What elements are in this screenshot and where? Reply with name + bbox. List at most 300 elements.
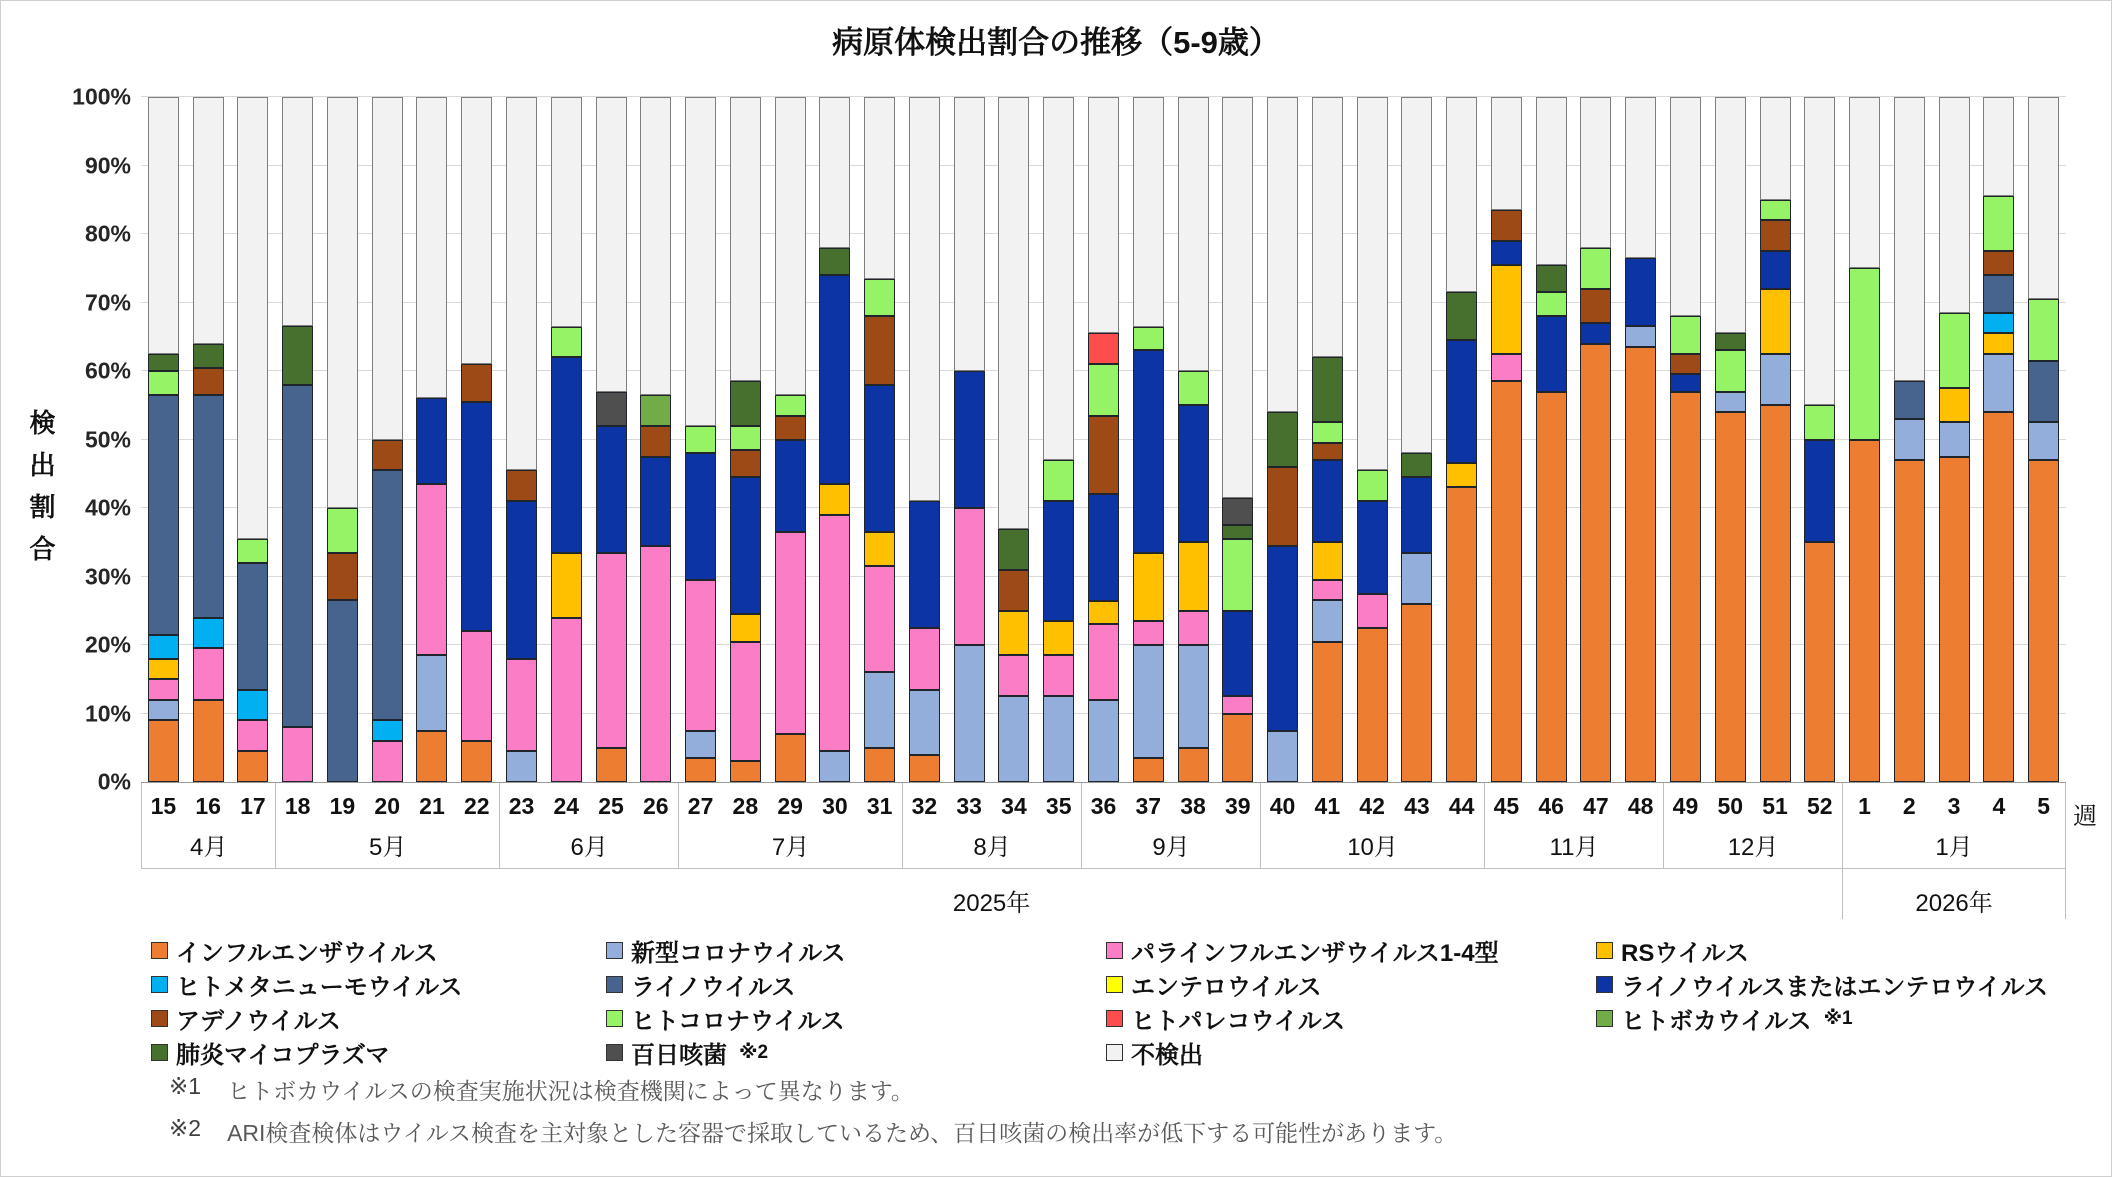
bar-slot-week-42: [1350, 97, 1395, 782]
legend-swatch-pert: [606, 1044, 623, 1061]
bar-week-26: [640, 97, 671, 782]
bar-slot-week-43: [1394, 97, 1439, 782]
y-tick-20: 20%: [84, 631, 131, 658]
bar-slot-week-1: [1842, 97, 1887, 782]
legend-label-flu: インフルエンザウイルス: [176, 939, 438, 967]
legend-item-rhino_entero: [1596, 967, 2076, 1002]
month-label: 6月: [570, 834, 608, 861]
segment-rhino_entero: [640, 457, 671, 546]
legend-item-myco: [151, 1035, 606, 1070]
legend-label-hcov: ヒトコロナウイルス: [631, 1007, 845, 1035]
segment-para: [461, 631, 492, 741]
legend-label-adeno: アデノウイルス: [176, 1007, 341, 1035]
bar-week-25: [596, 97, 627, 782]
bar-week-30: [819, 97, 850, 782]
segment-flu: [1715, 412, 1746, 782]
segment-rhino_entero: [1357, 501, 1388, 593]
segment-flu: [1222, 714, 1253, 783]
week-label-43: 43: [1404, 793, 1430, 819]
legend-swatch-entero: [1106, 976, 1123, 993]
segment-none: [372, 97, 403, 440]
bar-week-32: [909, 97, 940, 782]
segment-none: [954, 97, 985, 371]
segment-rs: [1491, 265, 1522, 354]
segment-para: [1491, 354, 1522, 381]
bar-slot-week-4: [1976, 97, 2021, 782]
y-tick-60: 60%: [84, 357, 131, 384]
segment-rs: [998, 611, 1029, 656]
segment-none: [193, 97, 224, 344]
segment-flu: [1312, 642, 1343, 782]
week-label-38: 38: [1180, 793, 1206, 819]
segment-hcov: [551, 327, 582, 358]
bar-slot-week-19: [320, 97, 365, 782]
bar-week-44: [1446, 97, 1477, 782]
segment-cov: [1133, 645, 1164, 758]
legend-swatch-flu: [151, 942, 168, 959]
segment-para: [416, 484, 447, 655]
segment-hcov: [685, 426, 716, 453]
bar-slot-week-31: [857, 97, 902, 782]
segment-flu: [1536, 392, 1567, 782]
segment-hcov: [1178, 371, 1209, 405]
bar-slot-week-17: [231, 97, 276, 782]
segment-flu: [1804, 542, 1835, 782]
segment-hcov: [1715, 350, 1746, 391]
segment-para: [775, 532, 806, 734]
segment-none: [1670, 97, 1701, 316]
bar-slot-week-15: [141, 97, 186, 782]
segment-adeno: [1670, 354, 1701, 375]
legend-label-rhino: ライノウイルス: [631, 973, 796, 1001]
bar-week-3: [1939, 97, 1970, 782]
bar-week-27: [685, 97, 716, 782]
segment-hcov: [1849, 268, 1880, 439]
segment-boca: [640, 395, 671, 426]
segment-para: [372, 741, 403, 782]
legend-item-entero: [1106, 967, 1596, 1002]
segment-rhino: [327, 600, 358, 782]
segment-none: [1043, 97, 1074, 460]
y-tick-0: 0%: [97, 768, 131, 795]
segment-cov: [1715, 392, 1746, 413]
segment-none: [1312, 97, 1343, 357]
bar-week-48: [1625, 97, 1656, 782]
segment-none: [148, 97, 179, 354]
week-label-5: 5: [2037, 793, 2050, 819]
week-label-17: 17: [240, 793, 266, 819]
legend-note-pert: ※2: [739, 1041, 769, 1063]
bar-slot-week-18: [275, 97, 320, 782]
bar-week-22: [461, 97, 492, 782]
segment-rs: [1446, 463, 1477, 487]
legend-row-1: [151, 933, 2081, 967]
y-tick-70: 70%: [84, 289, 131, 315]
bar-week-29: [775, 97, 806, 782]
legend-swatch-hcov: [606, 1010, 623, 1027]
legend: [151, 933, 2081, 1069]
footnotes: [169, 1073, 1457, 1157]
segment-rhino: [282, 385, 313, 728]
segment-rs: [730, 614, 761, 641]
segment-hcov: [148, 371, 179, 395]
segment-hcov: [1536, 292, 1567, 316]
segment-para: [730, 642, 761, 762]
week-label-52: 52: [1806, 793, 1833, 819]
segment-cov: [2028, 422, 2059, 460]
segment-rhino_entero: [819, 275, 850, 484]
segment-none: [1178, 97, 1209, 371]
footnote-text: ARI検査検体はウイルス検査を主対象とした容器で採取しているため、百日咳菌の検出率が低下する可能性があります。: [227, 1120, 1458, 1146]
legend-item-cov: [606, 933, 1106, 968]
segment-flu: [1849, 440, 1880, 783]
week-unit-label: 週: [2073, 803, 2097, 830]
segment-rs: [148, 659, 179, 680]
segment-myco: [819, 248, 850, 275]
bar-week-52: [1804, 97, 1835, 782]
month-label: 7月: [771, 834, 810, 861]
y-tick-50: 50%: [84, 426, 131, 452]
legend-row-3: [151, 1001, 2081, 1035]
bar-week-37: [1133, 97, 1164, 782]
segment-rhino_entero: [1267, 546, 1298, 731]
segment-para: [148, 679, 179, 700]
bar-week-43: [1401, 97, 1432, 782]
segment-rhino_entero: [1491, 241, 1522, 265]
bar-slot-week-45: [1484, 97, 1529, 782]
segment-none: [2028, 97, 2059, 299]
week-label-34: 34: [1001, 793, 1027, 819]
segment-flu: [1357, 628, 1388, 782]
segment-rs: [1133, 553, 1164, 622]
legend-swatch-para: [1106, 942, 1123, 959]
legend-item-pareco: [1106, 1001, 1596, 1036]
segment-adeno: [193, 368, 224, 395]
week-label-40: 40: [1269, 793, 1296, 819]
bar-week-19: [327, 97, 358, 782]
segment-adeno: [1088, 416, 1119, 495]
segment-adeno: [1983, 251, 2014, 275]
segment-flu: [237, 751, 268, 782]
segment-rhino: [1983, 275, 2014, 313]
bar-slot-week-16: [186, 97, 231, 782]
segment-cov: [506, 751, 537, 782]
segment-cov: [1939, 422, 1970, 456]
bar-week-40: [1267, 97, 1298, 782]
segment-hcov: [1670, 316, 1701, 354]
bar-slot-week-50: [1708, 97, 1753, 782]
legend-item-rs: [1596, 933, 2076, 968]
bar-slot-week-32: [902, 97, 947, 782]
segment-cov: [1625, 326, 1656, 347]
footnote-text: ヒトボカウイルスの検査実施状況は検査機関によって異なります。: [227, 1078, 914, 1104]
segment-myco: [998, 529, 1029, 570]
segment-flu: [596, 748, 627, 782]
segment-cov: [1983, 354, 2014, 412]
y-axis-title: 検出割合: [26, 409, 56, 577]
segment-myco: [730, 381, 761, 426]
segment-cov: [998, 696, 1029, 782]
segment-rhino_entero: [416, 398, 447, 484]
segment-myco: [1446, 292, 1477, 340]
bar-slot-week-37: [1126, 97, 1171, 782]
segment-none: [1536, 97, 1567, 265]
segment-none: [1580, 97, 1611, 248]
week-label-33: 33: [956, 793, 982, 819]
bar-week-38: [1178, 97, 1209, 782]
segment-adeno: [1760, 220, 1791, 251]
segment-adeno: [327, 553, 358, 601]
week-label-29: 29: [777, 793, 803, 819]
segment-rhino_entero: [1043, 501, 1074, 621]
segment-hcov: [1357, 470, 1388, 501]
bar-slot-week-33: [947, 97, 992, 782]
segment-hcov: [1580, 248, 1611, 289]
week-label-35: 35: [1045, 793, 1072, 819]
segment-rs: [1939, 388, 1970, 422]
bar-slot-week-41: [1305, 97, 1350, 782]
segment-myco: [1267, 412, 1298, 467]
week-label-48: 48: [1627, 793, 1654, 819]
segment-rhino_entero: [1804, 440, 1835, 543]
legend-swatch-rs: [1596, 942, 1613, 959]
segment-rs: [864, 532, 895, 566]
segment-flu: [909, 755, 940, 782]
segment-none: [506, 97, 537, 470]
bar-slot-week-2: [1887, 97, 1932, 782]
segment-flu: [148, 720, 179, 782]
bar-week-39: [1222, 97, 1253, 782]
legend-item-pert: [606, 1035, 1106, 1070]
segment-myco: [1312, 357, 1343, 422]
bar-slot-week-25: [589, 97, 634, 782]
segment-flu: [1401, 604, 1432, 782]
segment-adeno: [998, 570, 1029, 611]
segment-none: [685, 97, 716, 426]
segment-hcov: [1222, 539, 1253, 611]
segment-pareco: [1088, 333, 1119, 364]
segment-para: [864, 566, 895, 672]
y-tick-100: 100%: [72, 83, 131, 110]
segment-none: [864, 97, 895, 279]
segment-cov: [1312, 600, 1343, 641]
week-label-18: 18: [284, 793, 311, 819]
segment-cov: [909, 690, 940, 755]
bar-slot-week-49: [1663, 97, 1708, 782]
segment-hcov: [2028, 299, 2059, 361]
segment-rhino_entero: [1222, 611, 1253, 697]
segment-adeno: [1580, 289, 1611, 323]
segment-flu: [2028, 460, 2059, 782]
segment-none: [775, 97, 806, 395]
legend-label-cov: 新型コロナウイルス: [631, 939, 846, 967]
week-label-4: 4: [1992, 793, 2006, 819]
bar-slot-week-38: [1171, 97, 1216, 782]
week-label-23: 23: [508, 793, 535, 819]
legend-item-adeno: [151, 1001, 606, 1036]
segment-none: [1939, 97, 1970, 313]
segment-myco: [193, 344, 224, 368]
bar-slot-week-28: [723, 97, 768, 782]
segment-cov: [1267, 731, 1298, 782]
segment-none: [1625, 97, 1656, 258]
segment-rhino_entero: [685, 453, 716, 580]
year-label: 2025年: [952, 890, 1031, 917]
legend-label-rhino_entero: ライノウイルスまたはエンテロウイルス: [1621, 973, 2048, 1001]
week-label-27: 27: [687, 793, 714, 819]
segment-flu: [1491, 381, 1522, 782]
segment-rhino_entero: [954, 371, 985, 508]
segment-none: [1849, 97, 1880, 268]
legend-item-flu: [151, 933, 606, 968]
month-label: 1月: [1935, 834, 1973, 861]
segment-flu: [1178, 748, 1209, 782]
year-label: 2026年: [1915, 890, 1993, 917]
segment-flu: [1894, 460, 1925, 782]
bar-slot-week-24: [544, 97, 589, 782]
segment-flu: [461, 741, 492, 782]
bar-slot-week-40: [1260, 97, 1305, 782]
bar-week-31: [864, 97, 895, 782]
segment-hcov: [1939, 313, 1970, 388]
week-label-42: 42: [1359, 793, 1385, 819]
y-tick-30: 30%: [84, 563, 131, 589]
segment-none: [461, 97, 492, 364]
bar-week-15: [148, 97, 179, 782]
segment-none: [1894, 97, 1925, 381]
bar-week-46: [1536, 97, 1567, 782]
segment-adeno: [775, 416, 806, 440]
week-label-2: 2: [1902, 793, 1916, 819]
legend-swatch-rhino: [606, 976, 623, 993]
segment-rhino_entero: [1625, 258, 1656, 327]
segment-cov: [1401, 553, 1432, 604]
segment-hmpv: [1983, 313, 2014, 334]
segment-myco: [148, 354, 179, 371]
week-label-41: 41: [1314, 793, 1341, 819]
segment-rhino_entero: [1670, 374, 1701, 391]
segment-flu: [1133, 758, 1164, 782]
segment-none: [730, 97, 761, 381]
segment-para: [282, 727, 313, 782]
segment-hcov: [1088, 364, 1119, 415]
segment-rhino_entero: [864, 385, 895, 532]
week-label-20: 20: [374, 793, 400, 819]
bar-slot-week-52: [1797, 97, 1842, 782]
segment-para: [193, 648, 224, 699]
segment-rs: [1088, 601, 1119, 625]
bar-week-34: [998, 97, 1029, 782]
segment-flu: [1670, 392, 1701, 782]
bar-week-50: [1715, 97, 1746, 782]
segment-flu: [864, 748, 895, 782]
x-axis-line: [141, 782, 2066, 783]
week-label-44: 44: [1448, 793, 1475, 819]
segment-para: [1357, 594, 1388, 628]
segment-para: [1222, 696, 1253, 713]
segment-flu: [1580, 344, 1611, 782]
bar-week-16: [193, 97, 224, 782]
week-label-49: 49: [1672, 793, 1699, 819]
week-label-30: 30: [822, 793, 848, 819]
segment-rs: [551, 553, 582, 618]
segment-rhino_entero: [775, 440, 806, 532]
legend-note-boca: ※1: [1823, 1007, 1853, 1029]
segment-para: [998, 655, 1029, 696]
legend-swatch-adeno: [151, 1010, 168, 1027]
segment-cov: [685, 731, 716, 758]
segment-pert: [1222, 498, 1253, 525]
segment-para: [1043, 655, 1074, 696]
segment-adeno: [864, 316, 895, 385]
segment-rhino_entero: [1088, 494, 1119, 600]
segment-hcov: [1133, 327, 1164, 351]
bar-slot-week-35: [1036, 97, 1081, 782]
segment-cov: [1894, 419, 1925, 460]
legend-label-myco: 肺炎マイコプラズマ: [176, 1041, 390, 1069]
bar-week-24: [551, 97, 582, 782]
week-axis-row: [141, 793, 2066, 823]
bar-slot-week-26: [633, 97, 678, 782]
week-label-39: 39: [1224, 793, 1251, 819]
segment-rhino_entero: [1312, 460, 1343, 542]
y-tick-90: 90%: [84, 152, 131, 178]
bar-week-47: [1580, 97, 1611, 782]
segment-none: [596, 97, 627, 392]
legend-swatch-cov: [606, 942, 623, 959]
bar-slot-week-29: [768, 97, 813, 782]
week-label-26: 26: [643, 793, 669, 819]
week-label-37: 37: [1135, 793, 1162, 819]
bar-week-17: [237, 97, 268, 782]
segment-flu: [1760, 405, 1791, 782]
segment-flu: [1625, 347, 1656, 782]
segment-myco: [1401, 453, 1432, 477]
segment-adeno: [640, 426, 671, 457]
segment-none: [640, 97, 671, 395]
segment-rhino_entero: [1580, 323, 1611, 344]
month-label: 12月: [1727, 834, 1779, 861]
segment-hcov: [864, 279, 895, 317]
bar-slot-week-44: [1439, 97, 1484, 782]
segment-none: [282, 97, 313, 326]
segment-cov: [1760, 354, 1791, 405]
segment-rhino_entero: [1133, 350, 1164, 552]
week-label-15: 15: [150, 793, 177, 819]
segment-cov: [1178, 645, 1209, 748]
segment-hcov: [1043, 460, 1074, 501]
week-label-50: 50: [1717, 793, 1744, 819]
segment-none: [327, 97, 358, 508]
segment-cov: [819, 751, 850, 782]
bar-slot-week-22: [454, 97, 499, 782]
week-label-25: 25: [598, 793, 624, 819]
segment-rhino_entero: [506, 501, 537, 659]
segment-pert: [596, 392, 627, 426]
y-tick-40: 40%: [84, 494, 131, 521]
segment-para: [685, 580, 716, 731]
segment-none: [1715, 97, 1746, 333]
legend-swatch-boca: [1596, 1010, 1613, 1027]
week-label-16: 16: [195, 793, 221, 819]
bar-week-45: [1491, 97, 1522, 782]
segment-rhino_entero: [1760, 251, 1791, 289]
legend-swatch-hmpv: [151, 976, 168, 993]
segment-flu: [775, 734, 806, 782]
bar-week-20: [372, 97, 403, 782]
segment-myco: [282, 326, 313, 384]
bar-slot-week-46: [1529, 97, 1574, 782]
